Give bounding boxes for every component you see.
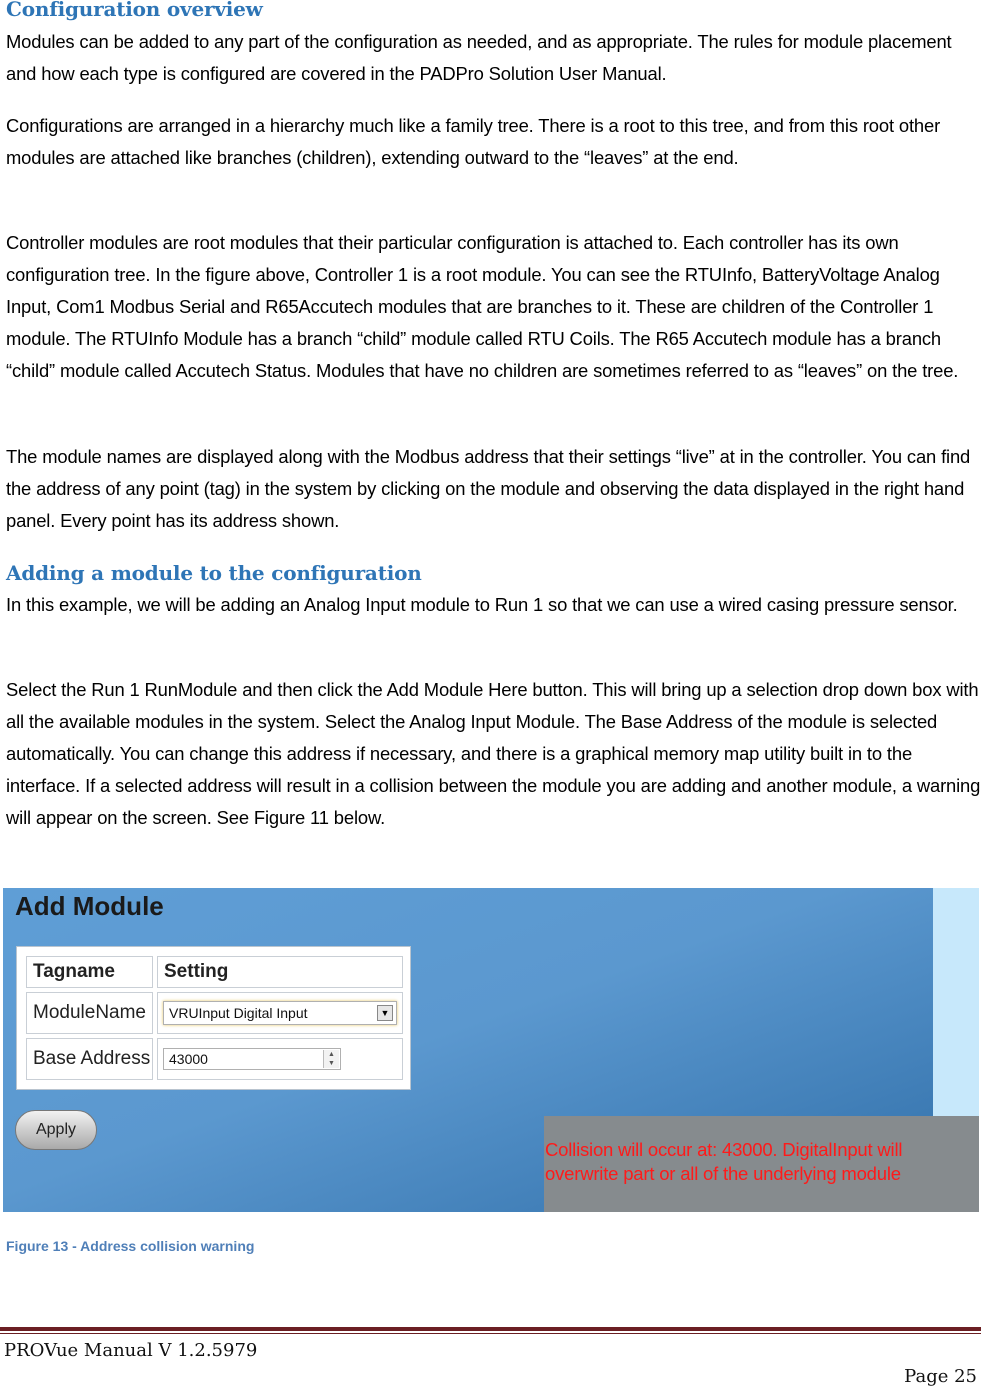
settings-table xyxy=(16,946,411,1090)
paragraph: Controller modules are root modules that their particular configuration is attached to. Each controller has its own configuration tree. In the figure above, Controller 1 is a root module. You can see the RTUInfo, BatteryVoltage Analog Input, Com1 Modbus Serial and R65Accutech modules that are branches to it. These are children of the Controller 1 module. The RTUInfo Module has a branch “child” module called RTU Coils. The R65 Accutech module has a branch “child” module called Accutech Status. Modules that have no children are sometimes referred to as “leaves” on the tree. xyxy=(6,232,959,381)
base-address-input[interactable] xyxy=(163,1048,341,1070)
apply-button[interactable]: Apply xyxy=(15,1110,97,1150)
paragraph: Configurations are arranged in a hierarchy much like a family tree. There is a root to this tree, and from this root other modules are attached like branches (children), extending outward to the “leaves” at the end. xyxy=(6,115,941,168)
footer-manual-version: PROVue Manual V 1.2.5979 xyxy=(4,1340,258,1361)
collision-warning xyxy=(544,1116,979,1212)
figure-caption: Figure 13 - Address collision warning xyxy=(6,1238,255,1254)
spinner-arrows-icon[interactable]: ▲ ▼ xyxy=(323,1050,339,1068)
warning-line: overwrite part or all of the underlying module xyxy=(545,1163,901,1184)
warning-line: Collision will occur at: 43000. DigitalInput will xyxy=(545,1139,903,1160)
row-tagname-base-address: Base Address xyxy=(26,1038,153,1080)
add-module-screenshot xyxy=(3,888,979,1212)
footer-page-number: Page 25 xyxy=(904,1366,977,1387)
module-name-select[interactable] xyxy=(163,1001,397,1025)
add-module-title: Add Module xyxy=(15,891,164,921)
paragraph: Modules can be added to any part of the configuration as needed, and as appropriate. The rules for module placement and how each type is configured are covered in the PADPro Solution User Manual. xyxy=(6,31,952,84)
base-address-value: 43000 xyxy=(169,1051,208,1067)
header-setting: Setting xyxy=(157,956,403,988)
paragraph: The module names are displayed along with the Modbus address that their settings “live” at in the controller. You can find the address of any point (tag) in the system by clicking on the module and observing the data displayed in the right hand panel. Every point has its address shown. xyxy=(6,446,971,531)
paragraph: In this example, we will be adding an Analog Input module to Run 1 so that we can use a wired casing pressure sensor. xyxy=(6,594,958,615)
footer-rule-thin xyxy=(0,1333,981,1334)
footer-rule xyxy=(0,1327,981,1331)
section-heading-adding-module: Adding a module to the configuration xyxy=(6,561,422,585)
paragraph: Select the Run 1 RunModule and then click the Add Module Here button. This will bring up a selection drop down box with all the available modules in the system. Select the Analog Input Module. The Base Address of the module is selected automatically. You can change this address if necessary, and there is a graphical memory map utility built in to the interface. If a selected address will result in a collision between the module you are adding and another module, a warning will appear on the screen. See Figure 11 below. xyxy=(6,679,981,828)
row-tagname-modulename: ModuleName xyxy=(26,992,153,1034)
header-tagname: Tagname xyxy=(26,956,153,988)
section-heading-configuration-overview: Configuration overview xyxy=(6,0,263,21)
dropdown-arrow-icon[interactable]: ▼ xyxy=(377,1005,393,1021)
module-name-value: VRUInput Digital Input xyxy=(169,1005,308,1021)
